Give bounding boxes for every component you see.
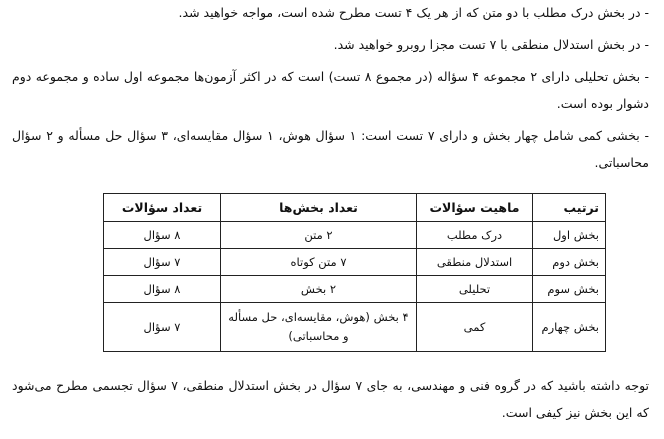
- table-cell: بخش دوم: [533, 249, 606, 276]
- table-cell: درک مطلب: [417, 222, 533, 249]
- table-cell: ۷ سؤال: [104, 249, 221, 276]
- table-cell: ۴ بخش (هوش، مقایسه‌ای، حل مسأله و محاسباتی): [221, 303, 417, 352]
- table-cell: بخش چهارم: [533, 303, 606, 352]
- table-cell: ۷ متن کوتاه: [221, 249, 417, 276]
- header-question-count: تعداد سؤالات: [104, 194, 221, 222]
- table-cell: ۸ سؤال: [104, 222, 221, 249]
- table-cell: ۷ سؤال: [104, 303, 221, 352]
- paragraph-quantitative: - بخشی کمی شامل چهار بخش و دارای ۷ تست است: ۱ سؤال هوش، ۱ سؤال مقایسه‌ای، ۳ سؤال حل مسأله و ۲ سؤال محاسباتی.: [12, 128, 649, 170]
- table-cell: ۸ سؤال: [104, 276, 221, 303]
- table-cell: کمی: [417, 303, 533, 352]
- table-cell: بخش اول: [533, 222, 606, 249]
- table-cell: تحلیلی: [417, 276, 533, 303]
- paragraph-analytical: - بخش تحلیلی دارای ۲ مجموعه ۴ سؤاله (در مجموع ۸ تست) است که در اکثر آزمون‌ها مجموعه اول ساده و مجموعه دوم دشوار بوده است.: [12, 69, 649, 111]
- paragraph-reading-comprehension: - در بخش درک مطلب با دو متن که از هر یک ۴ تست مطرح شده است، مواجه خواهید شد.: [178, 5, 649, 20]
- table-header-row: [104, 194, 606, 222]
- table-cell: بخش سوم: [533, 276, 606, 303]
- table-row: [104, 276, 606, 303]
- table-row: [104, 222, 606, 249]
- table-cell: ۲ بخش: [221, 276, 417, 303]
- table-row: [104, 303, 606, 352]
- paragraph-logical-reasoning: - در بخش استدلال منطقی با ۷ تست مجزا روبرو خواهید شد.: [333, 37, 649, 52]
- header-order: ترتیب: [533, 194, 606, 222]
- footer-note: توجه داشته باشید که در گروه فنی و مهندسی، به جای ۷ سؤال در بخش استدلال منطقی، ۷ سؤال تجسمی مطرح می‌شود که این بخش نیز کیفی است.: [12, 378, 649, 420]
- header-question-type: ماهیت سؤالات: [417, 194, 533, 222]
- table-cell: ۲ متن: [221, 222, 417, 249]
- sections-table: [103, 193, 606, 352]
- sections-table-wrapper: [110, 193, 606, 352]
- table-cell: استدلال منطقی: [417, 249, 533, 276]
- header-part-count: تعداد بخش‌ها: [221, 194, 417, 222]
- table-row: [104, 249, 606, 276]
